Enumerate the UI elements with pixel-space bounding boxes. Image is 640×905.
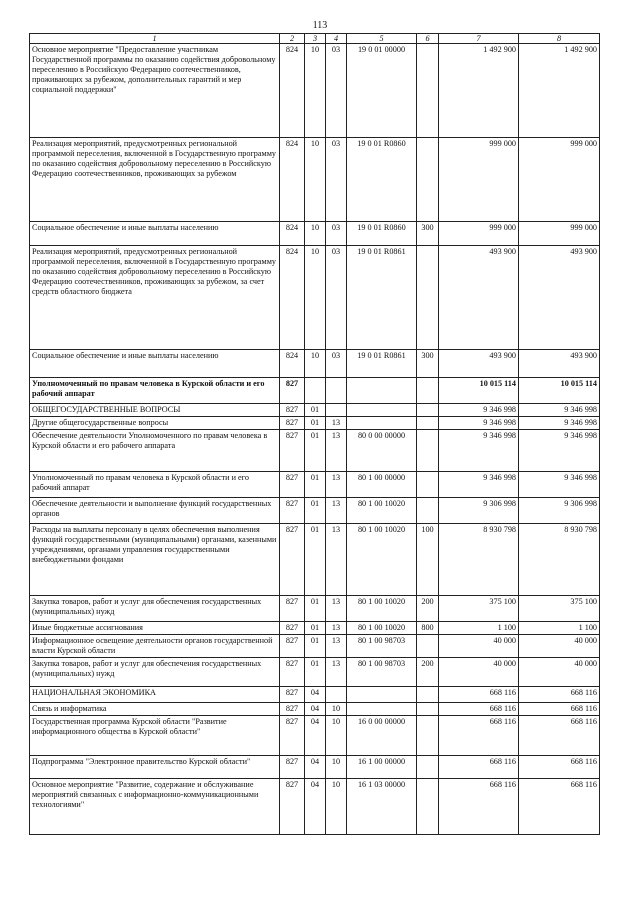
cell-section: 01: [305, 430, 326, 472]
cell-amount-2: 9 306 998: [519, 498, 600, 524]
cell-name: Государственная программа Курской области "Развитие информационного общества в Курской области": [30, 716, 280, 756]
cell-amount-1: 493 900: [439, 350, 519, 378]
cell-ministry: 827: [280, 635, 305, 658]
cell-section: 01: [305, 472, 326, 498]
header-col-5: 5: [347, 34, 417, 44]
cell-expense-type: 800: [417, 622, 439, 635]
table-row: [30, 716, 600, 756]
table-row: [30, 703, 600, 716]
cell-ministry: 824: [280, 44, 305, 138]
cell-name: Закупка товаров, работ и услуг для обеспечения государственных (муниципальных) нужд: [30, 658, 280, 687]
cell-target-article: [347, 687, 417, 703]
table-row: [30, 622, 600, 635]
cell-target-article: 80 1 00 10020: [347, 622, 417, 635]
cell-target-article: 19 0 01 R0861: [347, 350, 417, 378]
cell-expense-type: 300: [417, 350, 439, 378]
cell-target-article: 80 1 00 10020: [347, 498, 417, 524]
cell-ministry: 824: [280, 222, 305, 246]
cell-target-article: 16 1 03 00000: [347, 779, 417, 835]
cell-name: Реализация мероприятий, предусмотренных региональной программой переселения, включенной в Государственную программу по оказанию содействия добровольному переселению в Российскую Федерацию соотечественников, проживающих за рубежом, за счет средств областного бюджета: [30, 246, 280, 350]
table-row: [30, 658, 600, 687]
cell-name: Социальное обеспечение и иные выплаты населению: [30, 350, 280, 378]
cell-target-article: [347, 378, 417, 404]
table-row: [30, 246, 600, 350]
cell-name: Основное мероприятие "Развитие, содержание и обслуживание мероприятий связанных с информационно-коммуникационными технологиями": [30, 779, 280, 835]
cell-section: 01: [305, 524, 326, 596]
cell-name: ОБЩЕГОСУДАРСТВЕННЫЕ ВОПРОСЫ: [30, 404, 280, 417]
cell-amount-1: 9 346 998: [439, 417, 519, 430]
cell-expense-type: [417, 378, 439, 404]
table-row: [30, 417, 600, 430]
cell-amount-2: 493 900: [519, 246, 600, 350]
cell-expense-type: 100: [417, 524, 439, 596]
cell-amount-1: 668 116: [439, 779, 519, 835]
cell-name: Уполномоченный по правам человека в Курской области и его рабочий аппарат: [30, 378, 280, 404]
cell-target-article: 80 1 00 98703: [347, 658, 417, 687]
cell-subsection: 13: [326, 430, 347, 472]
cell-amount-2: 9 346 998: [519, 430, 600, 472]
cell-section: 01: [305, 498, 326, 524]
cell-amount-2: 668 116: [519, 779, 600, 835]
cell-amount-1: 40 000: [439, 635, 519, 658]
table-row: [30, 524, 600, 596]
cell-ministry: 827: [280, 524, 305, 596]
cell-expense-type: [417, 716, 439, 756]
cell-target-article: 19 0 01 R0861: [347, 246, 417, 350]
cell-section: 01: [305, 658, 326, 687]
cell-name: Обеспечение деятельности Уполномоченного по правам человека в Курской области и его рабочего аппарата: [30, 430, 280, 472]
cell-amount-2: 40 000: [519, 658, 600, 687]
table-row: [30, 138, 600, 222]
cell-ministry: 827: [280, 404, 305, 417]
cell-target-article: 19 0 01 R0860: [347, 138, 417, 222]
budget-table: [29, 33, 600, 835]
cell-amount-1: 999 000: [439, 222, 519, 246]
page-number: 113: [312, 20, 328, 31]
cell-ministry: 827: [280, 417, 305, 430]
cell-subsection: 13: [326, 622, 347, 635]
table-row: [30, 687, 600, 703]
cell-subsection: 13: [326, 498, 347, 524]
cell-name: Реализация мероприятий, предусмотренных региональной программой переселения, включенной в Государственную программу по оказанию содействия добровольному переселению в Российскую Федерацию соотечественников, проживающих за рубежом: [30, 138, 280, 222]
cell-ministry: 827: [280, 716, 305, 756]
cell-amount-2: 10 015 114: [519, 378, 600, 404]
cell-expense-type: 200: [417, 658, 439, 687]
cell-expense-type: [417, 246, 439, 350]
cell-subsection: [326, 378, 347, 404]
cell-expense-type: [417, 756, 439, 779]
cell-subsection: 13: [326, 596, 347, 622]
cell-subsection: 03: [326, 138, 347, 222]
table-row: [30, 498, 600, 524]
cell-subsection: 13: [326, 524, 347, 596]
cell-ministry: 824: [280, 246, 305, 350]
cell-amount-2: 1 100: [519, 622, 600, 635]
table-row: [30, 222, 600, 246]
table-row: [30, 635, 600, 658]
cell-subsection: [326, 404, 347, 417]
cell-name: НАЦИОНАЛЬНАЯ ЭКОНОМИКА: [30, 687, 280, 703]
cell-section: 04: [305, 756, 326, 779]
cell-section: [305, 378, 326, 404]
cell-target-article: 80 1 00 10020: [347, 596, 417, 622]
cell-amount-1: 999 000: [439, 138, 519, 222]
cell-section: 04: [305, 687, 326, 703]
cell-expense-type: [417, 472, 439, 498]
cell-expense-type: [417, 687, 439, 703]
cell-expense-type: [417, 635, 439, 658]
header-col-1: 1: [30, 34, 280, 44]
cell-ministry: 827: [280, 622, 305, 635]
table-row: [30, 596, 600, 622]
cell-subsection: 10: [326, 779, 347, 835]
cell-amount-1: 10 015 114: [439, 378, 519, 404]
cell-name: Закупка товаров, работ и услуг для обеспечения государственных (муниципальных) нужд: [30, 596, 280, 622]
cell-amount-1: 375 100: [439, 596, 519, 622]
cell-target-article: [347, 703, 417, 716]
cell-subsection: 10: [326, 703, 347, 716]
cell-target-article: 19 0 01 R0860: [347, 222, 417, 246]
table-row: [30, 44, 600, 138]
cell-subsection: 10: [326, 716, 347, 756]
cell-target-article: 19 0 01 00000: [347, 44, 417, 138]
cell-amount-1: 668 116: [439, 687, 519, 703]
cell-amount-2: 9 346 998: [519, 472, 600, 498]
cell-amount-1: 9 306 998: [439, 498, 519, 524]
cell-subsection: 03: [326, 350, 347, 378]
cell-name: Обеспечение деятельности и выполнение функций государственных органов: [30, 498, 280, 524]
cell-name: Уполномоченный по правам человека в Курской области и его рабочий аппарат: [30, 472, 280, 498]
cell-expense-type: [417, 779, 439, 835]
cell-amount-1: 40 000: [439, 658, 519, 687]
cell-expense-type: 200: [417, 596, 439, 622]
header-col-8: 8: [519, 34, 600, 44]
cell-amount-2: 8 930 798: [519, 524, 600, 596]
cell-amount-1: 8 930 798: [439, 524, 519, 596]
table-row: [30, 472, 600, 498]
cell-amount-1: 9 346 998: [439, 430, 519, 472]
cell-target-article: 16 1 00 00000: [347, 756, 417, 779]
cell-ministry: 827: [280, 378, 305, 404]
cell-subsection: 13: [326, 635, 347, 658]
cell-amount-1: 493 900: [439, 246, 519, 350]
cell-target-article: 80 1 00 98703: [347, 635, 417, 658]
cell-expense-type: [417, 417, 439, 430]
cell-section: 04: [305, 779, 326, 835]
cell-amount-1: 1 492 900: [439, 44, 519, 138]
cell-expense-type: 300: [417, 222, 439, 246]
cell-ministry: 827: [280, 658, 305, 687]
cell-section: 01: [305, 404, 326, 417]
cell-name: Иные бюджетные ассигнования: [30, 622, 280, 635]
cell-expense-type: [417, 404, 439, 417]
table-header-row: [30, 34, 600, 44]
cell-ministry: 827: [280, 779, 305, 835]
cell-ministry: 824: [280, 350, 305, 378]
cell-target-article: [347, 417, 417, 430]
cell-expense-type: [417, 703, 439, 716]
cell-ministry: 827: [280, 687, 305, 703]
header-col-6: 6: [417, 34, 439, 44]
cell-name: Другие общегосударственные вопросы: [30, 417, 280, 430]
header-col-3: 3: [305, 34, 326, 44]
cell-amount-2: 668 116: [519, 756, 600, 779]
cell-amount-2: 9 346 998: [519, 417, 600, 430]
cell-expense-type: [417, 498, 439, 524]
cell-subsection: 03: [326, 246, 347, 350]
cell-name: Информационное освещение деятельности органов государственной власти Курской области: [30, 635, 280, 658]
cell-amount-1: 668 116: [439, 703, 519, 716]
cell-amount-2: 999 000: [519, 138, 600, 222]
table-row: [30, 430, 600, 472]
cell-ministry: 827: [280, 756, 305, 779]
cell-subsection: 13: [326, 658, 347, 687]
table-body: [30, 44, 600, 835]
cell-name: Основное мероприятие "Предоставление участникам Государственной программы по оказанию содействия добровольному переселению в Российскую Федерацию соотечественников, проживающих за рубежом, дополнительных гарантий и мер социальной поддержки": [30, 44, 280, 138]
cell-subsection: [326, 687, 347, 703]
cell-subsection: 03: [326, 222, 347, 246]
cell-section: 04: [305, 716, 326, 756]
cell-amount-2: 9 346 998: [519, 404, 600, 417]
cell-section: 10: [305, 138, 326, 222]
cell-amount-2: 375 100: [519, 596, 600, 622]
header-col-2: 2: [280, 34, 305, 44]
cell-subsection: 10: [326, 756, 347, 779]
table-row: [30, 779, 600, 835]
cell-expense-type: [417, 44, 439, 138]
table-row: [30, 756, 600, 779]
header-col-7: 7: [439, 34, 519, 44]
cell-expense-type: [417, 430, 439, 472]
cell-subsection: 13: [326, 417, 347, 430]
cell-amount-2: 668 116: [519, 687, 600, 703]
cell-section: 01: [305, 417, 326, 430]
cell-amount-2: 668 116: [519, 703, 600, 716]
cell-amount-1: 1 100: [439, 622, 519, 635]
cell-ministry: 827: [280, 596, 305, 622]
cell-target-article: 16 0 00 00000: [347, 716, 417, 756]
cell-section: 04: [305, 703, 326, 716]
cell-subsection: 03: [326, 44, 347, 138]
table-row: [30, 378, 600, 404]
cell-amount-1: 668 116: [439, 756, 519, 779]
cell-name: Социальное обеспечение и иные выплаты населению: [30, 222, 280, 246]
cell-amount-2: 1 492 900: [519, 44, 600, 138]
cell-amount-1: 9 346 998: [439, 472, 519, 498]
cell-section: 10: [305, 222, 326, 246]
cell-amount-1: 668 116: [439, 716, 519, 756]
table-row: [30, 350, 600, 378]
cell-section: 01: [305, 622, 326, 635]
cell-subsection: 13: [326, 472, 347, 498]
cell-section: 01: [305, 596, 326, 622]
cell-amount-2: 668 116: [519, 716, 600, 756]
cell-amount-2: 40 000: [519, 635, 600, 658]
cell-ministry: 827: [280, 498, 305, 524]
cell-target-article: [347, 404, 417, 417]
cell-section: 10: [305, 44, 326, 138]
cell-amount-1: 9 346 998: [439, 404, 519, 417]
cell-amount-2: 493 900: [519, 350, 600, 378]
cell-target-article: 80 1 00 00000: [347, 472, 417, 498]
cell-section: 01: [305, 635, 326, 658]
cell-ministry: 827: [280, 430, 305, 472]
cell-ministry: 827: [280, 703, 305, 716]
cell-name: Расходы на выплаты персоналу в целях обеспечения выполнения функций государственными (муниципальными) органами, казенными учреждениями, органами управления государственными внебюджетными фондами: [30, 524, 280, 596]
cell-ministry: 827: [280, 472, 305, 498]
table-row: [30, 404, 600, 417]
cell-amount-2: 999 000: [519, 222, 600, 246]
cell-target-article: 80 0 00 00000: [347, 430, 417, 472]
header-col-4: 4: [326, 34, 347, 44]
cell-ministry: 824: [280, 138, 305, 222]
cell-name: Подпрограмма "Электронное правительство Курской области": [30, 756, 280, 779]
cell-name: Связь и информатика: [30, 703, 280, 716]
cell-target-article: 80 1 00 10020: [347, 524, 417, 596]
cell-expense-type: [417, 138, 439, 222]
cell-section: 10: [305, 350, 326, 378]
cell-section: 10: [305, 246, 326, 350]
